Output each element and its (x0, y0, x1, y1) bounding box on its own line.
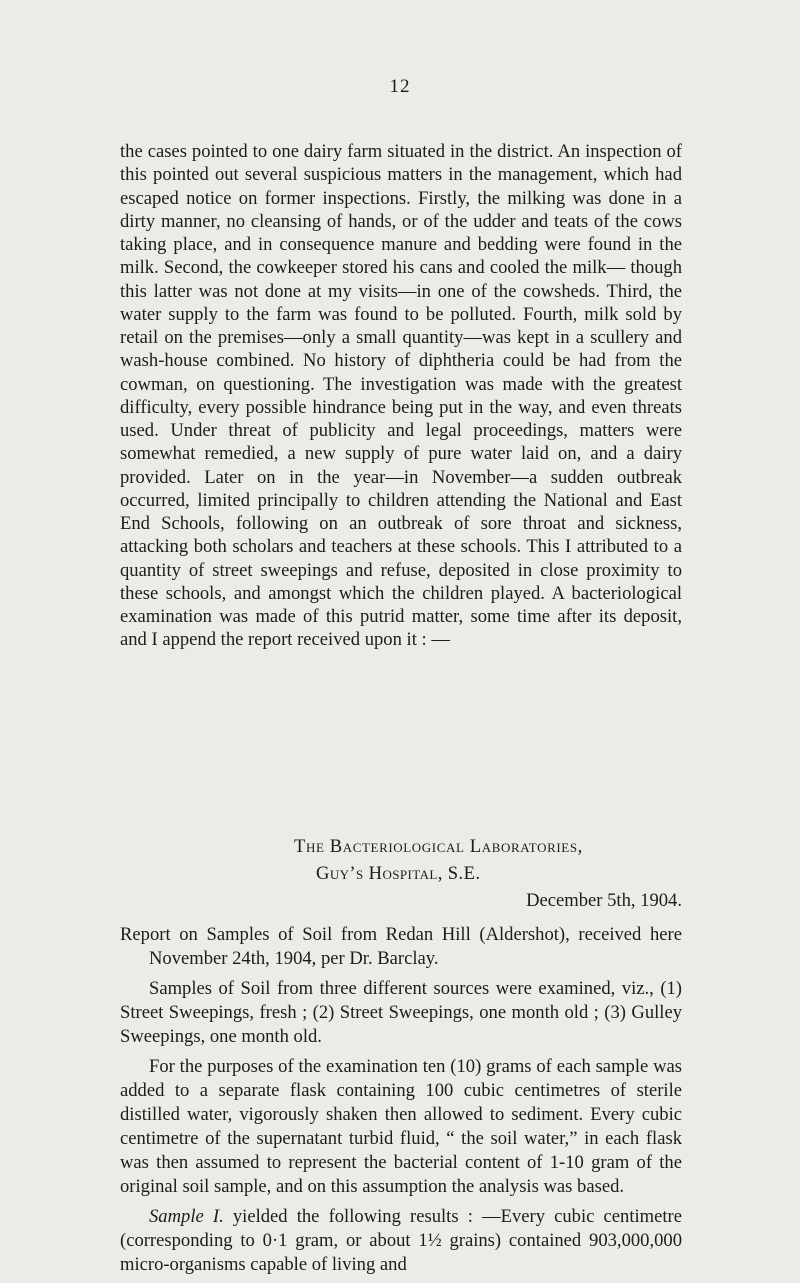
report-letterhead (120, 833, 682, 914)
report-title: Report on Samples of Soil from Redan Hill (Aldershot), received here November 24th, 1904, per Dr. Barclay. (120, 924, 682, 969)
hospital-name: Guy’s Hospital, S.E. (316, 863, 481, 884)
laboratory-name: The Bacteriological Laboratories, (294, 836, 583, 857)
sample-one-text: yielded the following results : —Every cubic centimetre (corresponding to 0·1 gram, or about 1½ grains) contained 903,000,000 micro-organisms capable of living and (120, 1206, 682, 1275)
samples-paragraph: Samples of Soil from three different sources were examined, viz., (1) Street Sweepings, fresh ; (2) Street Sweepings, one month old ; (3) Gulley Sweepings, one month old. (120, 978, 682, 1047)
report-date: December 5th, 1904. (526, 890, 682, 911)
body-paragraph: the cases pointed to one dairy farm situated in the district. An inspection of this pointed out several suspicious matters in the management, which had escaped notice on former inspections. Firstly, the milking was done in a dirty manner, no cleansing of hands, or of the udder and teats of the cows taking place, and in consequence manure and bedding were found in the milk. Second, the cowkeeper stored his cans and cooled the milk— though this latter was not done at my visits—in one of the cowsheds. Third, the water supply to the farm was found to be polluted. Fourth, milk sold by retail on the premises—only a small quantity—was kept in a scullery and wash-house combined. No history of diphtheria could be had from the cowman, on questioning. The investigation was made with the greatest difficulty, every possible hindrance being put in the way, and even threats used. Under threat of publicity and legal proceedings, matters were somewhat remedied, a new supply of pure water laid on, and a dairy provided. Later on in the year—in November—a sudden outbreak occurred, limited principally to children attending the National and East End Schools, following on an outbreak of sore throat and sickness, attacking both scholars and teachers at these schools. This I attributed to a quantity of street sweepings and refuse, deposited in close proximity to these schools, and amongst which the children played. A bacteriological examination was made of this putrid matter, some time after its deposit, and I append the report received upon it : — (120, 141, 682, 651)
method-paragraph: For the purposes of the examination ten (10) grams of each sample was added to a separate flask containing 100 cubic centimetres of sterile distilled water, vigorously shaken then allowed to sediment. Every cubic centimetre of the supernatant turbid fluid, “ the soil water,” in each flask was then assumed to represent the bacterial content of 1-10 gram of the original soil sample, and on this assumption the analysis was based. (120, 1056, 682, 1197)
page-number: 12 (389, 76, 411, 97)
sample-one-paragraph (120, 1205, 682, 1277)
bacteriological-report (120, 923, 682, 1283)
sample-one-label: Sample I. (149, 1206, 224, 1227)
